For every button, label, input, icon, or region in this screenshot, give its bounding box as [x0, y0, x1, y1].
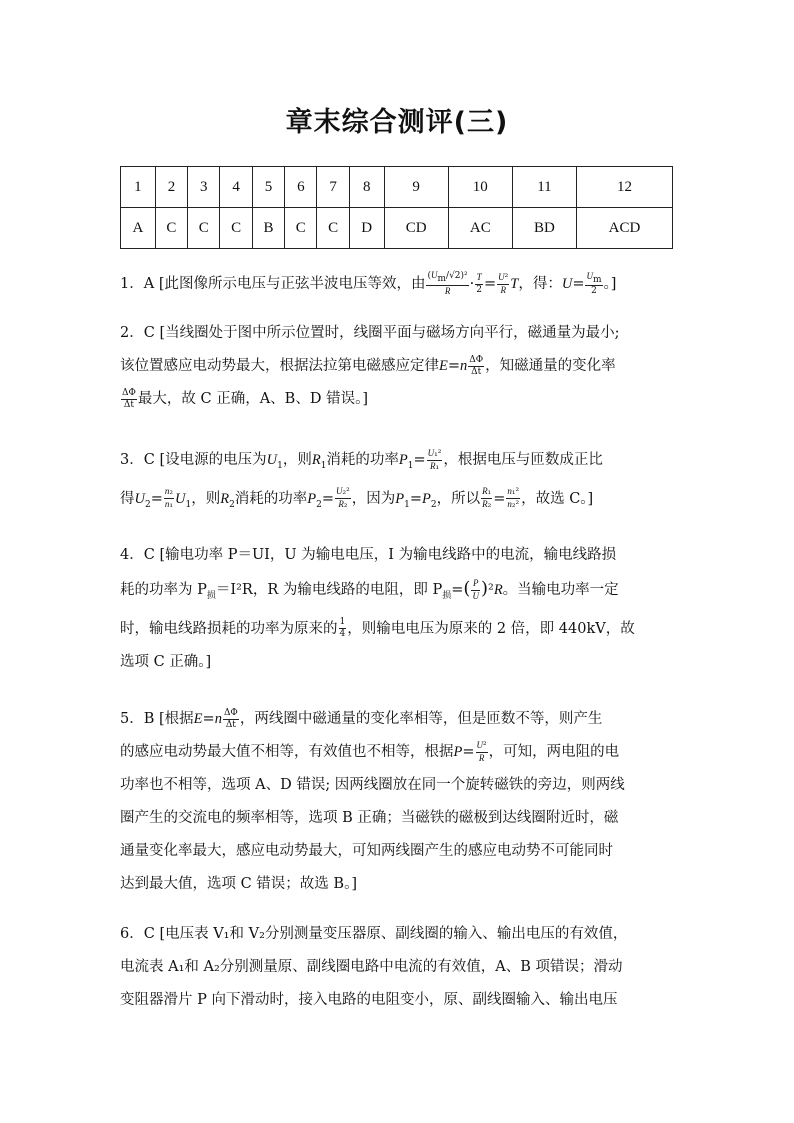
explanation-text: 耗的功率为 P [120, 582, 207, 598]
table-cell: 12 [577, 167, 673, 208]
answer-explanation-2 [120, 317, 680, 416]
formula: $\frac{T}{2}$ [476, 272, 482, 295]
explanation-text: 最大，故 C 正确，A、B、D 错误。] [137, 391, 368, 407]
explanation-text: 。] [603, 276, 617, 292]
formula: $\frac{\text{U₁²}}{\text{R₁}}$ [427, 447, 442, 472]
explanation-text: ，则 [282, 452, 312, 468]
formula: $\frac{\Delta\Phi}{\Delta t}$ [122, 387, 136, 410]
answer-label: 3．C [120, 452, 155, 468]
paragraph [120, 918, 680, 1017]
table-cell: B [252, 208, 284, 249]
formula: $\frac{P}{U}$ [472, 577, 479, 601]
answer-label: 1．A [120, 276, 155, 292]
paragraph: 2．C [当线圈处于图中所示位置时，线圈平面与磁场方向平行，磁通量为最小; 该位置感应电动势最大，根据法拉第电磁感应定律E=n $\frac{\Delta\Phi}{\Delta t}$ ，知磁通量的变化率 $\frac{\Delta\Phi}{\Delta t}$ 最大，故 C 正确，A、B、D 错误。] [120, 325, 620, 410]
formula: $\frac{\text{n₂}}{\text{n₁}}$ [164, 486, 173, 511]
table-cell: 9 [384, 167, 448, 208]
table-cell: 3 [188, 167, 220, 208]
answer-label: 6．C [120, 926, 155, 942]
table-cell: A [121, 208, 156, 249]
formula: $\frac{1}{4}$ [339, 617, 346, 640]
answer-key-table [120, 166, 673, 249]
explanation-text: 选项 C 正确。] [120, 653, 212, 670]
explanation-text: 的感应电动势最大值不相等，有效值也不相等，根据 [120, 744, 454, 760]
formula: $\frac{\text{n₁²}}{\text{n₂²}}$ [507, 486, 520, 511]
table-cell: CD [384, 208, 448, 249]
table-cell: 4 [220, 167, 252, 208]
explanation-text: ，得： [518, 276, 562, 292]
paragraph: 5．B [根据E=n $\frac{\Delta\Phi}{\Delta t}$ ，两线圈中磁通量的变化率相等，但是匝数不等，则产生 的感应电动势最大值不相等，有效值也不相等，根据P= $\frac{\text{U²}}{R}$ ，可知，两电阻的电 功率也不相等，选项 A、D 错误; 因两线圈放在同一个旋转磁铁的旁边，则两线 圈产生的交流电的频率相等，选项 B 正确；当磁铁的磁极到达线圈附近时，磁 通量变化率最大，感应电动势最大，可知两线圈产生的感应电动势不可能同时 达到最大值，选项 C 错误；故选 B。] [120, 707, 625, 892]
formula: $\frac{\Delta\Phi}{\Delta t}$ [223, 707, 238, 730]
answer-explanation-6 [120, 918, 680, 1017]
explanation-text: 电流表 A₁和 A₂分别测量原、副线圈电路中电流的有效值，A、B 项错误；滑动 [120, 959, 623, 975]
answer-explanation-1 [120, 268, 680, 301]
subscript-text: 损 [206, 590, 216, 601]
formula: $\frac{(U_m/√2)^2}{R}$ [427, 270, 468, 296]
explanation-text: 达到最大值，选项 C 错误；故选 B。] [120, 876, 357, 892]
explanation-text: [此图像所示电压与正弦半波电压等效，由 [158, 276, 426, 292]
table-cell: C [188, 208, 220, 249]
explanation-text: ，故选 C。] [521, 490, 594, 507]
answer-explanation-4 [120, 539, 680, 679]
explanation-text: 得 [120, 490, 135, 507]
table-cell: 5 [252, 167, 284, 208]
explanation-text: [当线圈处于图中所示位置时，线圈平面与磁场方向平行，磁通量为最小; [159, 325, 620, 341]
question-number-row [121, 167, 673, 208]
formula: $\frac{\text{R₁}}{\text{R₂}}$ [482, 486, 492, 511]
table-cell: C [220, 208, 252, 249]
paragraph: 1．A [此图像所示电压与正弦半波电压等效，由 $\frac{(U_m/√2)^2}{R}$ · $\frac{T}{2}$ = $\frac{\text{U²}}{R}$ T，得：U= $\frac{U_m}{2}$ 。] [120, 270, 617, 297]
table-cell: ACD [577, 208, 673, 249]
explanation-text: ，根据电压与匝数成正比 [443, 452, 603, 468]
explanation-text: [设电源的电压为 [159, 452, 267, 468]
explanation-text: ＝I²R，R 为输电线路的电阻，即 P [215, 582, 443, 598]
table-cell: D [349, 208, 384, 249]
explanation-text: 通量变化率最大，感应电动势最大，可知两线圈产生的感应电动势不可能同时 [120, 843, 613, 859]
table-cell: 2 [155, 167, 187, 208]
table-cell: 1 [121, 167, 156, 208]
explanation-text: 。当输电功率一定 [502, 582, 619, 598]
explanation-text: ，知磁通量的变化率 [485, 358, 616, 374]
table-cell: C [317, 208, 349, 249]
formula: $\frac{\text{U²}}{R}$ [498, 271, 509, 295]
table-cell: 11 [512, 167, 576, 208]
answer-label: 4．C [120, 547, 155, 563]
explanation-text: [根据 [159, 711, 194, 727]
table-cell: 10 [448, 167, 512, 208]
explanation-text: ，则 [191, 490, 221, 507]
explanation-text: ，两线圈中磁通量的变化率相等，但是匝数不等，则产生 [239, 711, 603, 727]
explanation-text: ，所以 [436, 490, 481, 507]
answer-label: 5．B [120, 711, 155, 727]
paragraph: 3．C [设电源的电压为$U_1$，则$R_1$消耗的功率$P_1=$ $\frac{\text{U₁²}}{\text{R₁}}$ ，根据电压与匝数成正比 得$U_2=$ $\frac{\text{n₂}}{\text{n₁}}$ $U_1$，则$R_2$消耗的功率$P_2=$ $\frac{\text{U₂²}}{\text{R₂}}$ ，因为$P_1=P_2$，所以 $\frac{\text{R₁}}{\text{R₂}}$ = $\frac{\text{n₁²}}{\text{n₂²}}$ ，故选 C。] [120, 447, 603, 511]
explanation-text: 时，输电线路损耗的功率为原来的 [120, 620, 338, 637]
answer-label: 2．C [120, 325, 155, 341]
explanation-text: 消耗的功率 [326, 452, 399, 468]
answer-explanation-5 [120, 703, 680, 901]
table-cell: C [155, 208, 187, 249]
answer-explanation-3 [120, 444, 680, 522]
table-cell: 6 [285, 167, 317, 208]
explanation-text: 变阻器滑片 P 向下滑动时，接入电路的电阻变小，原、副线圈输入、输出电压 [120, 992, 618, 1008]
explanation-text: [输电功率 P＝UI，U 为输电电压，I 为输电线路中的电流，输电线路损 [159, 547, 617, 563]
explanation-text: ，因为 [351, 490, 396, 507]
answer-row [121, 208, 673, 249]
formula: $\frac{U_m}{2}$ [586, 270, 602, 297]
table-cell: AC [448, 208, 512, 249]
page-title: 章末综合测评(三) [285, 107, 509, 138]
table-cell: BD [512, 208, 576, 249]
explanation-text: 功率也不相等，选项 A、D 错误; 因两线圈放在同一个旋转磁铁的旁边，则两线 [120, 777, 625, 793]
formula: $\frac{\text{U²}}{R}$ [476, 739, 487, 763]
table-cell: C [285, 208, 317, 249]
explanation-text: 该位置感应电动势最大，根据法拉第电磁感应定律 [120, 358, 439, 374]
table-cell: 7 [317, 167, 349, 208]
paragraph: 4．C [输电功率 P＝UI，U 为输电电压，I 为输电线路中的电流，输电线路损 耗的功率为 $P_损=I^2R$，R 为输电线路的电阻，即 $P_损=$( $\frac{P}{U}$ )²R。当输电功率一定 时，输电线路损耗的功率为原来的 $\frac{1}{4}$ ，则输电电压为原来的 2 倍，即 440kV，故 选项 C 正确。] [120, 547, 635, 670]
explanation-text: 圈产生的交流电的频率相等，选项 B 正确；当磁铁的磁极到达线圈附近时，磁 [120, 810, 619, 826]
explanation-text: [电压表 V₁和 V₂分别测量变压器原、副线圈的输入、输出电压的有效值， [159, 926, 628, 942]
formula: $\frac{\text{U₂²}}{\text{R₂}}$ [336, 486, 350, 511]
table-cell: 8 [349, 167, 384, 208]
explanation-text: ，则输电电压为原来的 2 倍，即 440kV，故 [347, 620, 635, 637]
explanation-text: ，可知，两电阻的电 [488, 744, 620, 760]
explanation-text: 消耗的功率 [234, 490, 308, 507]
formula: $\frac{\Delta\Phi}{\Delta t}$ [469, 354, 484, 377]
